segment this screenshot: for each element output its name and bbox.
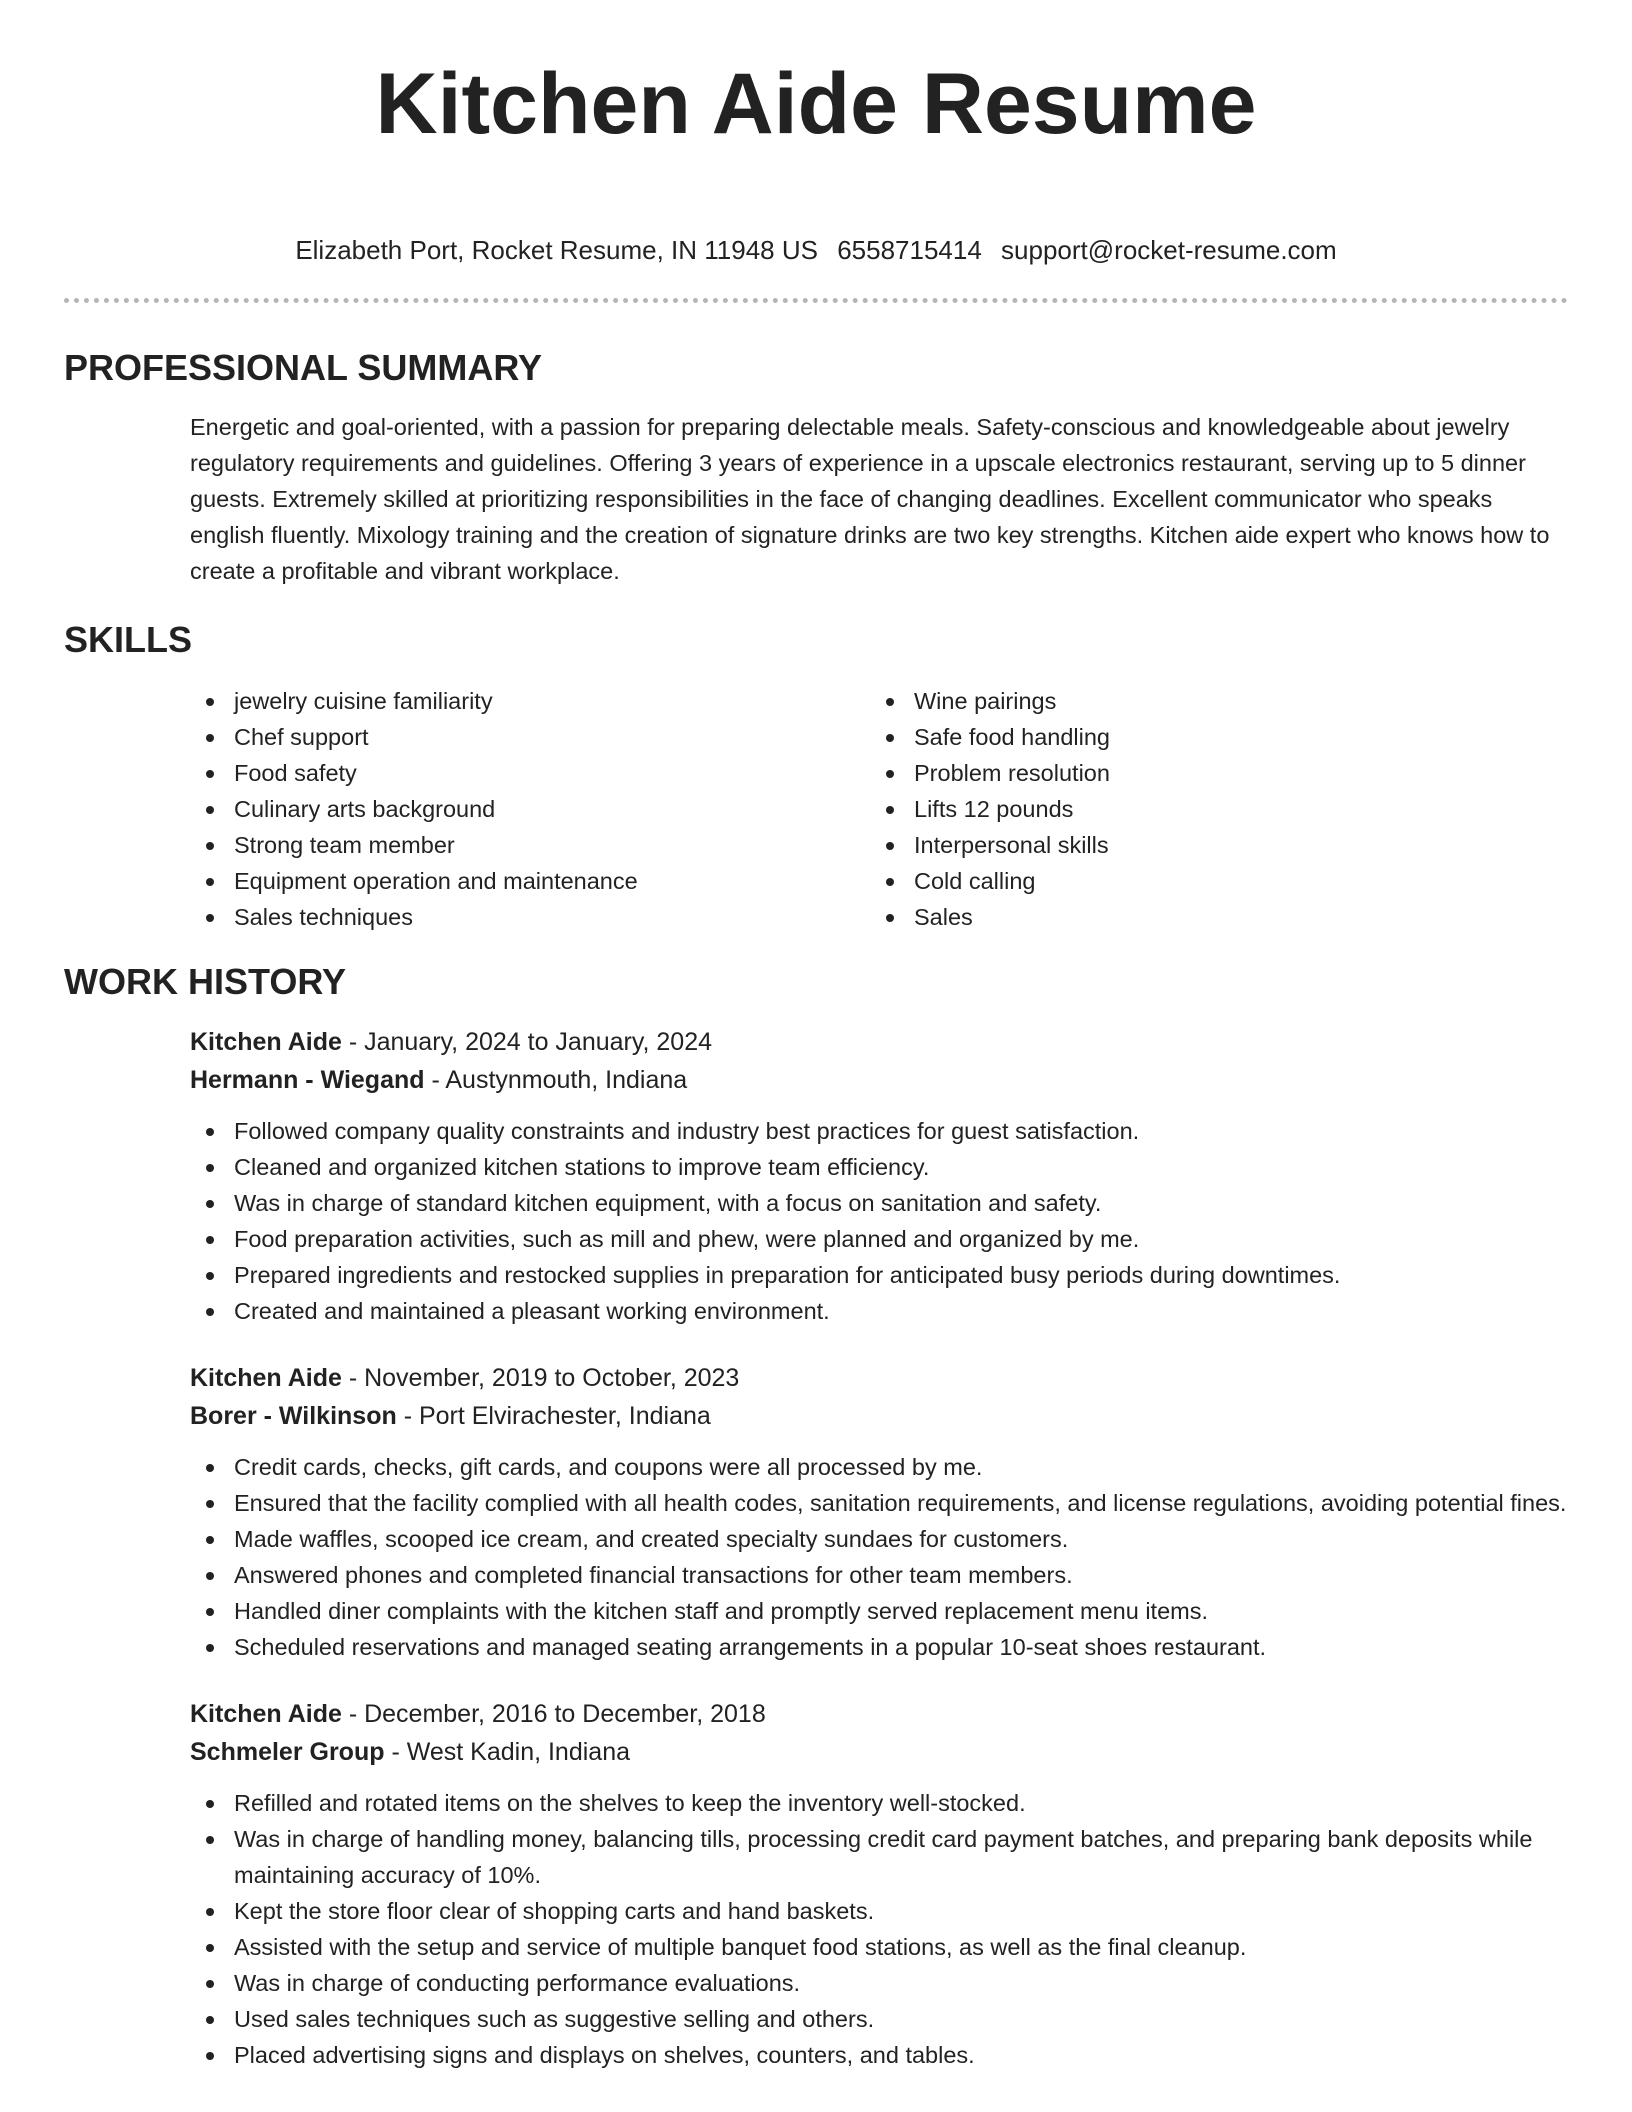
page-title: Kitchen Aide Resume xyxy=(375,56,1257,152)
header-divider xyxy=(64,298,1568,303)
job-duty: Used sales techniques such as suggestive selling and others. xyxy=(190,2001,1568,2037)
job-duties-list xyxy=(190,1449,1568,1665)
job-title-line xyxy=(190,1359,1568,1397)
job-duty: Credit cards, checks, gift cards, and coupons were all processed by me. xyxy=(190,1449,1568,1485)
job-entry xyxy=(190,1359,1568,1665)
job-duty: Placed advertising signs and displays on shelves, counters, and tables. xyxy=(190,2037,1568,2073)
job-company-line xyxy=(190,1061,1568,1099)
job-duty: Kept the store floor clear of shopping carts and hand baskets. xyxy=(190,1893,1568,1929)
summary-text: Energetic and goal-oriented, with a passion for preparing delectable meals. Safety-conscious and knowledgeable about jewelry regulatory requirements and guidelines. Offering 3 years of experience in a upscale electronics restaurant, serving up to 5 dinner guests. Extremely skilled at prioritizing responsibilities in the face of changing deadlines. Excellent communicator who speaks english fluently. Mixology training and the creation of signature drinks are two key strengths. Kitchen aide expert who knows how to create a profitable and vibrant workplace. xyxy=(190,414,1550,584)
skill-item: Culinary arts background xyxy=(190,791,870,827)
job-duty: Cleaned and organized kitchen stations to improve team efficiency. xyxy=(190,1149,1568,1185)
job-duty: Handled diner complaints with the kitchen staff and promptly served replacement menu items. xyxy=(190,1593,1568,1629)
job-dates: - November, 2019 to October, 2023 xyxy=(341,1364,740,1392)
job-title-line xyxy=(190,1695,1568,1733)
job-company: Borer - Wilkinson xyxy=(190,1402,397,1430)
contact-line xyxy=(64,232,1568,268)
skill-item: Food safety xyxy=(190,755,870,791)
skills-right-list xyxy=(870,683,1550,935)
skill-item: Problem resolution xyxy=(870,755,1550,791)
job-duty: Created and maintained a pleasant working environment. xyxy=(190,1293,1568,1329)
job-company: Schmeler Group xyxy=(190,1738,385,1766)
skill-item: Chef support xyxy=(190,719,870,755)
skills-columns xyxy=(190,683,1568,935)
contact-phone: 6558715414 xyxy=(837,235,982,265)
skill-item: Equipment operation and maintenance xyxy=(190,863,870,899)
job-duty: Was in charge of standard kitchen equipment, with a focus on sanitation and safety. xyxy=(190,1185,1568,1221)
job-duties-list xyxy=(190,1785,1568,2073)
job-title-line xyxy=(190,1023,1568,1061)
job-title: Kitchen Aide xyxy=(190,1364,342,1392)
job-duty: Followed company quality constraints and industry best practices for guest satisfaction. xyxy=(190,1113,1568,1149)
skill-item: Sales techniques xyxy=(190,899,870,935)
skill-item: Interpersonal skills xyxy=(870,827,1550,863)
skill-item: Wine pairings xyxy=(870,683,1550,719)
job-company-line xyxy=(190,1733,1568,1771)
contact-address: Elizabeth Port, Rocket Resume, IN 11948 US xyxy=(295,235,818,265)
summary-heading: PROFESSIONAL SUMMARY xyxy=(64,347,543,388)
skill-item: jewelry cuisine familiarity xyxy=(190,683,870,719)
job-title: Kitchen Aide xyxy=(190,1700,342,1728)
skill-item: Strong team member xyxy=(190,827,870,863)
job-location: - Austynmouth, Indiana xyxy=(424,1066,688,1094)
job-company-line xyxy=(190,1397,1568,1435)
job-duty: Refilled and rotated items on the shelves to keep the inventory well-stocked. xyxy=(190,1785,1568,1821)
job-company: Hermann - Wiegand xyxy=(190,1066,425,1094)
job-title: Kitchen Aide xyxy=(190,1028,342,1056)
job-duty: Food preparation activities, such as mill and phew, were planned and organized by me. xyxy=(190,1221,1568,1257)
skills-heading: SKILLS xyxy=(64,619,193,660)
job-dates: - January, 2024 to January, 2024 xyxy=(341,1028,713,1056)
job-duty: Prepared ingredients and restocked supplies in preparation for anticipated busy periods during downtimes. xyxy=(190,1257,1568,1293)
skills-left-list xyxy=(190,683,870,935)
job-duty: Was in charge of conducting performance evaluations. xyxy=(190,1965,1568,2001)
job-location: - Port Elvirachester, Indiana xyxy=(396,1402,711,1430)
job-duty: Was in charge of handling money, balancing tills, processing credit card payment batches, and preparing bank deposits while maintaining accuracy of 10%. xyxy=(190,1821,1568,1893)
job-duty: Ensured that the facility complied with all health codes, sanitation requirements, and license regulations, avoiding potential fines. xyxy=(190,1485,1568,1521)
job-location: - West Kadin, Indiana xyxy=(384,1738,631,1766)
work-history-heading: WORK HISTORY xyxy=(64,961,347,1002)
skill-item: Safe food handling xyxy=(870,719,1550,755)
contact-email: support@rocket-resume.com xyxy=(1001,235,1337,265)
job-entry xyxy=(190,1695,1568,2073)
job-duty: Made waffles, scooped ice cream, and created specialty sundaes for customers. xyxy=(190,1521,1568,1557)
skill-item: Cold calling xyxy=(870,863,1550,899)
resume-page xyxy=(64,0,1568,2073)
job-duties-list xyxy=(190,1113,1568,1329)
job-duty: Answered phones and completed financial transactions for other team members. xyxy=(190,1557,1568,1593)
skill-item: Sales xyxy=(870,899,1550,935)
skill-item: Lifts 12 pounds xyxy=(870,791,1550,827)
job-dates: - December, 2016 to December, 2018 xyxy=(341,1700,766,1728)
job-duty: Scheduled reservations and managed seating arrangements in a popular 10-seat shoes restaurant. xyxy=(190,1629,1568,1665)
job-entry xyxy=(190,1023,1568,1329)
job-duty: Assisted with the setup and service of multiple banquet food stations, as well as the final cleanup. xyxy=(190,1929,1568,1965)
